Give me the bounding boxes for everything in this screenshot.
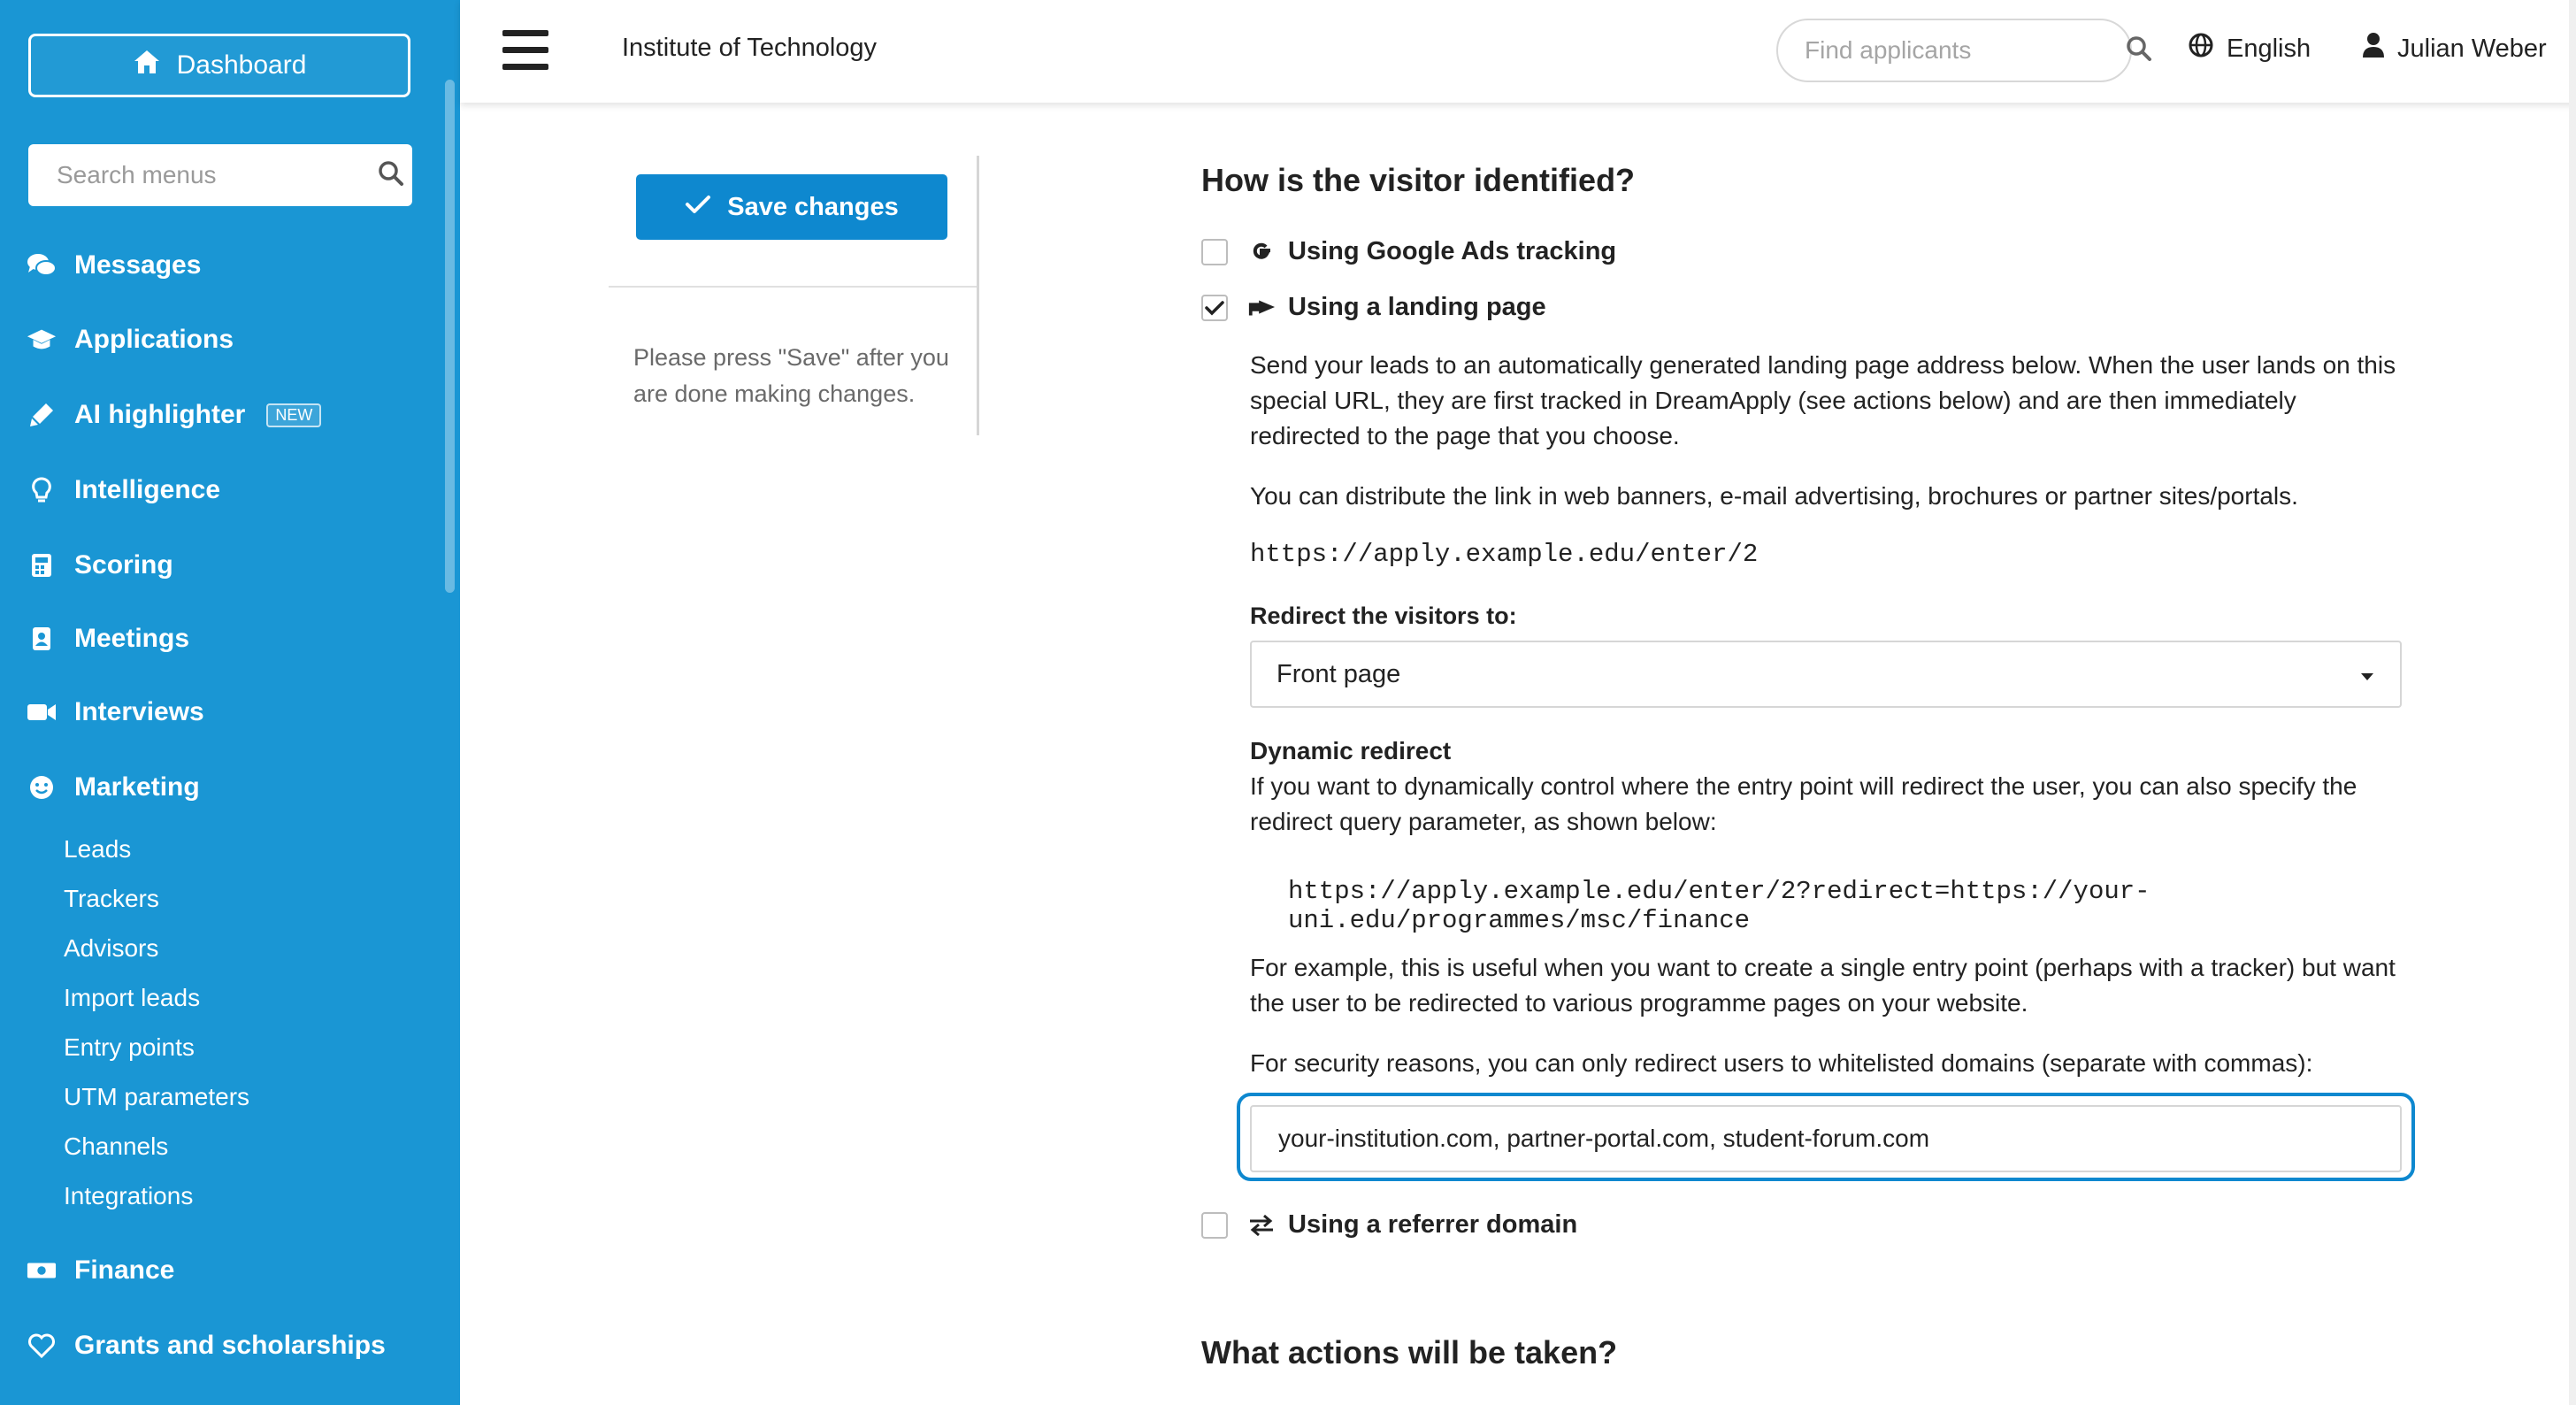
whitelisted-domains-input[interactable]: [1276, 1124, 2375, 1154]
option-label: Using a landing page: [1288, 293, 1546, 321]
smile-icon: [27, 772, 57, 802]
graduation-cap-icon: [27, 325, 57, 355]
landing-description: Send your leads to an automatically generated landing page address below. When the user lands on this special URL, they are first tracked in DreamApply (see actions below) and are then immediately redirected to the page that you choose.: [1250, 351, 2396, 449]
search-menus-input[interactable]: [55, 160, 378, 190]
section-heading-actions: What actions will be taken?: [1201, 1334, 1618, 1370]
sidebar-subitem-trackers[interactable]: Trackers: [64, 885, 159, 912]
redirect-select[interactable]: [1250, 641, 2402, 708]
divider: [977, 156, 979, 435]
sidebar-subitem-integrations[interactable]: Integrations: [64, 1182, 194, 1209]
sidebar-item-label: Scoring: [74, 550, 173, 580]
save-note: Please press "Save" after you are done making changes.: [633, 344, 949, 407]
find-applicants-input[interactable]: [1803, 35, 2126, 65]
language-selector[interactable]: [2188, 32, 2311, 65]
user-icon: [2362, 32, 2385, 65]
whitelisted-domains-field[interactable]: [1250, 1105, 2402, 1172]
save-changes-button[interactable]: [636, 174, 947, 240]
search-icon[interactable]: [2126, 35, 2152, 66]
redirect-label: Redirect the visitors to:: [1250, 603, 1517, 629]
save-changes-label: Save changes: [727, 192, 899, 221]
sidebar-subitem-utm-parameters[interactable]: UTM parameters: [64, 1083, 250, 1110]
sidebar-item-messages[interactable]: [27, 243, 201, 288]
sidebar-item-label: Interviews: [74, 697, 204, 726]
sidebar-item-ai-highlighter[interactable]: [27, 393, 321, 437]
organization-name: Institute of Technology: [622, 34, 878, 62]
sidebar-item-label: Meetings: [74, 624, 190, 653]
sidebar-item-label: Intelligence: [74, 475, 221, 504]
caret-down-icon: [2359, 660, 2375, 689]
option-label: Using a referrer domain: [1288, 1210, 1578, 1239]
sidebar-item-scoring[interactable]: [27, 543, 173, 587]
globe-icon: [2188, 32, 2214, 65]
find-applicants-field[interactable]: [1776, 19, 2132, 82]
dashboard-button[interactable]: [28, 34, 410, 97]
comments-icon: [27, 250, 57, 280]
sidebar-item-grants[interactable]: [27, 1324, 386, 1368]
option-referrer-domain[interactable]: [1201, 1210, 1577, 1240]
sidebar-scrollbar[interactable]: [445, 80, 455, 593]
calculator-icon: [27, 550, 57, 580]
sidebar-item-interviews[interactable]: [27, 690, 204, 734]
top-bar: [460, 0, 2576, 103]
language-label: English: [2227, 34, 2312, 63]
option-label: Using Google Ads tracking: [1288, 237, 1617, 265]
sidebar-subitem-entry-points[interactable]: Entry points: [64, 1033, 195, 1061]
option-google-ads[interactable]: [1201, 237, 1616, 266]
hand-pointer-icon: [1247, 297, 1276, 319]
sidebar-item-label: Messages: [74, 250, 202, 280]
lightbulb-icon: [27, 475, 57, 505]
landing-url[interactable]: https://apply.example.edu/enter/2: [1250, 540, 1759, 569]
contact-book-icon: [27, 624, 57, 654]
sidebar-item-applications[interactable]: [27, 318, 234, 362]
menu-toggle-icon[interactable]: [502, 30, 548, 71]
sidebar-item-label: Finance: [74, 1255, 175, 1285]
video-camera-icon: [27, 697, 57, 727]
sidebar-item-finance[interactable]: [27, 1248, 174, 1293]
search-icon[interactable]: [378, 160, 404, 191]
option-landing-page[interactable]: [1201, 293, 1546, 322]
redirect-selected-value: Front page: [1276, 659, 1401, 688]
sidebar-item-label: Applications: [74, 325, 234, 354]
sidebar-item-label: Marketing: [74, 772, 200, 802]
sidebar-item-intelligence[interactable]: [27, 468, 220, 512]
money-bill-icon: [27, 1255, 57, 1286]
highlighter-icon: [27, 400, 57, 430]
dynamic-redirect-title: Dynamic redirect: [1250, 737, 1452, 764]
search-menus-field[interactable]: [28, 144, 412, 206]
dynamic-redirect-description: If you want to dynamically control where the entry point will redirect the user, you can also specify the redirect query parameter, as shown below:: [1250, 772, 2358, 835]
sidebar-subitem-channels[interactable]: Channels: [64, 1132, 169, 1160]
checkmark-icon: [685, 193, 711, 222]
example-text: For example, this is useful when you want to create a single entry point (perhaps with a tracker) but want the user to be redirected to various programme pages on your website.: [1250, 954, 2396, 1017]
sidebar-item-label: AI highlighter: [74, 400, 246, 429]
distribute-text: You can distribute the link in web banners, e-mail advertising, brochures or partner sites/portals.: [1250, 482, 2298, 510]
exchange-icon: [1247, 1214, 1276, 1237]
dynamic-redirect-url[interactable]: https://apply.example.edu/enter/2?redirect=https://your-uni.edu/programmes/msc/finance: [1288, 877, 2150, 935]
referrer-domain-checkbox[interactable]: [1201, 1212, 1228, 1239]
security-text: For security reasons, you can only redirect users to whitelisted domains (separate with commas):: [1250, 1049, 2313, 1077]
section-heading-identification: How is the visitor identified?: [1201, 162, 1636, 198]
sidebar-subitem-leads[interactable]: Leads: [64, 835, 132, 863]
google-ads-checkbox[interactable]: [1201, 239, 1228, 265]
user-name: Julian Weber: [2397, 34, 2547, 63]
home-icon: [133, 49, 161, 82]
divider: [609, 286, 977, 288]
new-badge: NEW: [266, 403, 321, 427]
sidebar-item-marketing[interactable]: [27, 765, 200, 810]
user-menu[interactable]: [2362, 32, 2547, 65]
page-scrollbar[interactable]: [2569, 0, 2576, 1405]
landing-page-checkbox[interactable]: [1201, 295, 1228, 321]
sidebar-item-meetings[interactable]: [27, 617, 189, 661]
sidebar-subitem-import-leads[interactable]: Import leads: [64, 984, 201, 1011]
heart-icon: [27, 1331, 57, 1361]
sidebar-subitem-advisors[interactable]: Advisors: [64, 934, 159, 962]
google-icon: [1247, 240, 1276, 265]
sidebar: [0, 0, 460, 1405]
dashboard-label: Dashboard: [176, 50, 307, 80]
sidebar-item-label: Grants and scholarships: [74, 1331, 386, 1360]
